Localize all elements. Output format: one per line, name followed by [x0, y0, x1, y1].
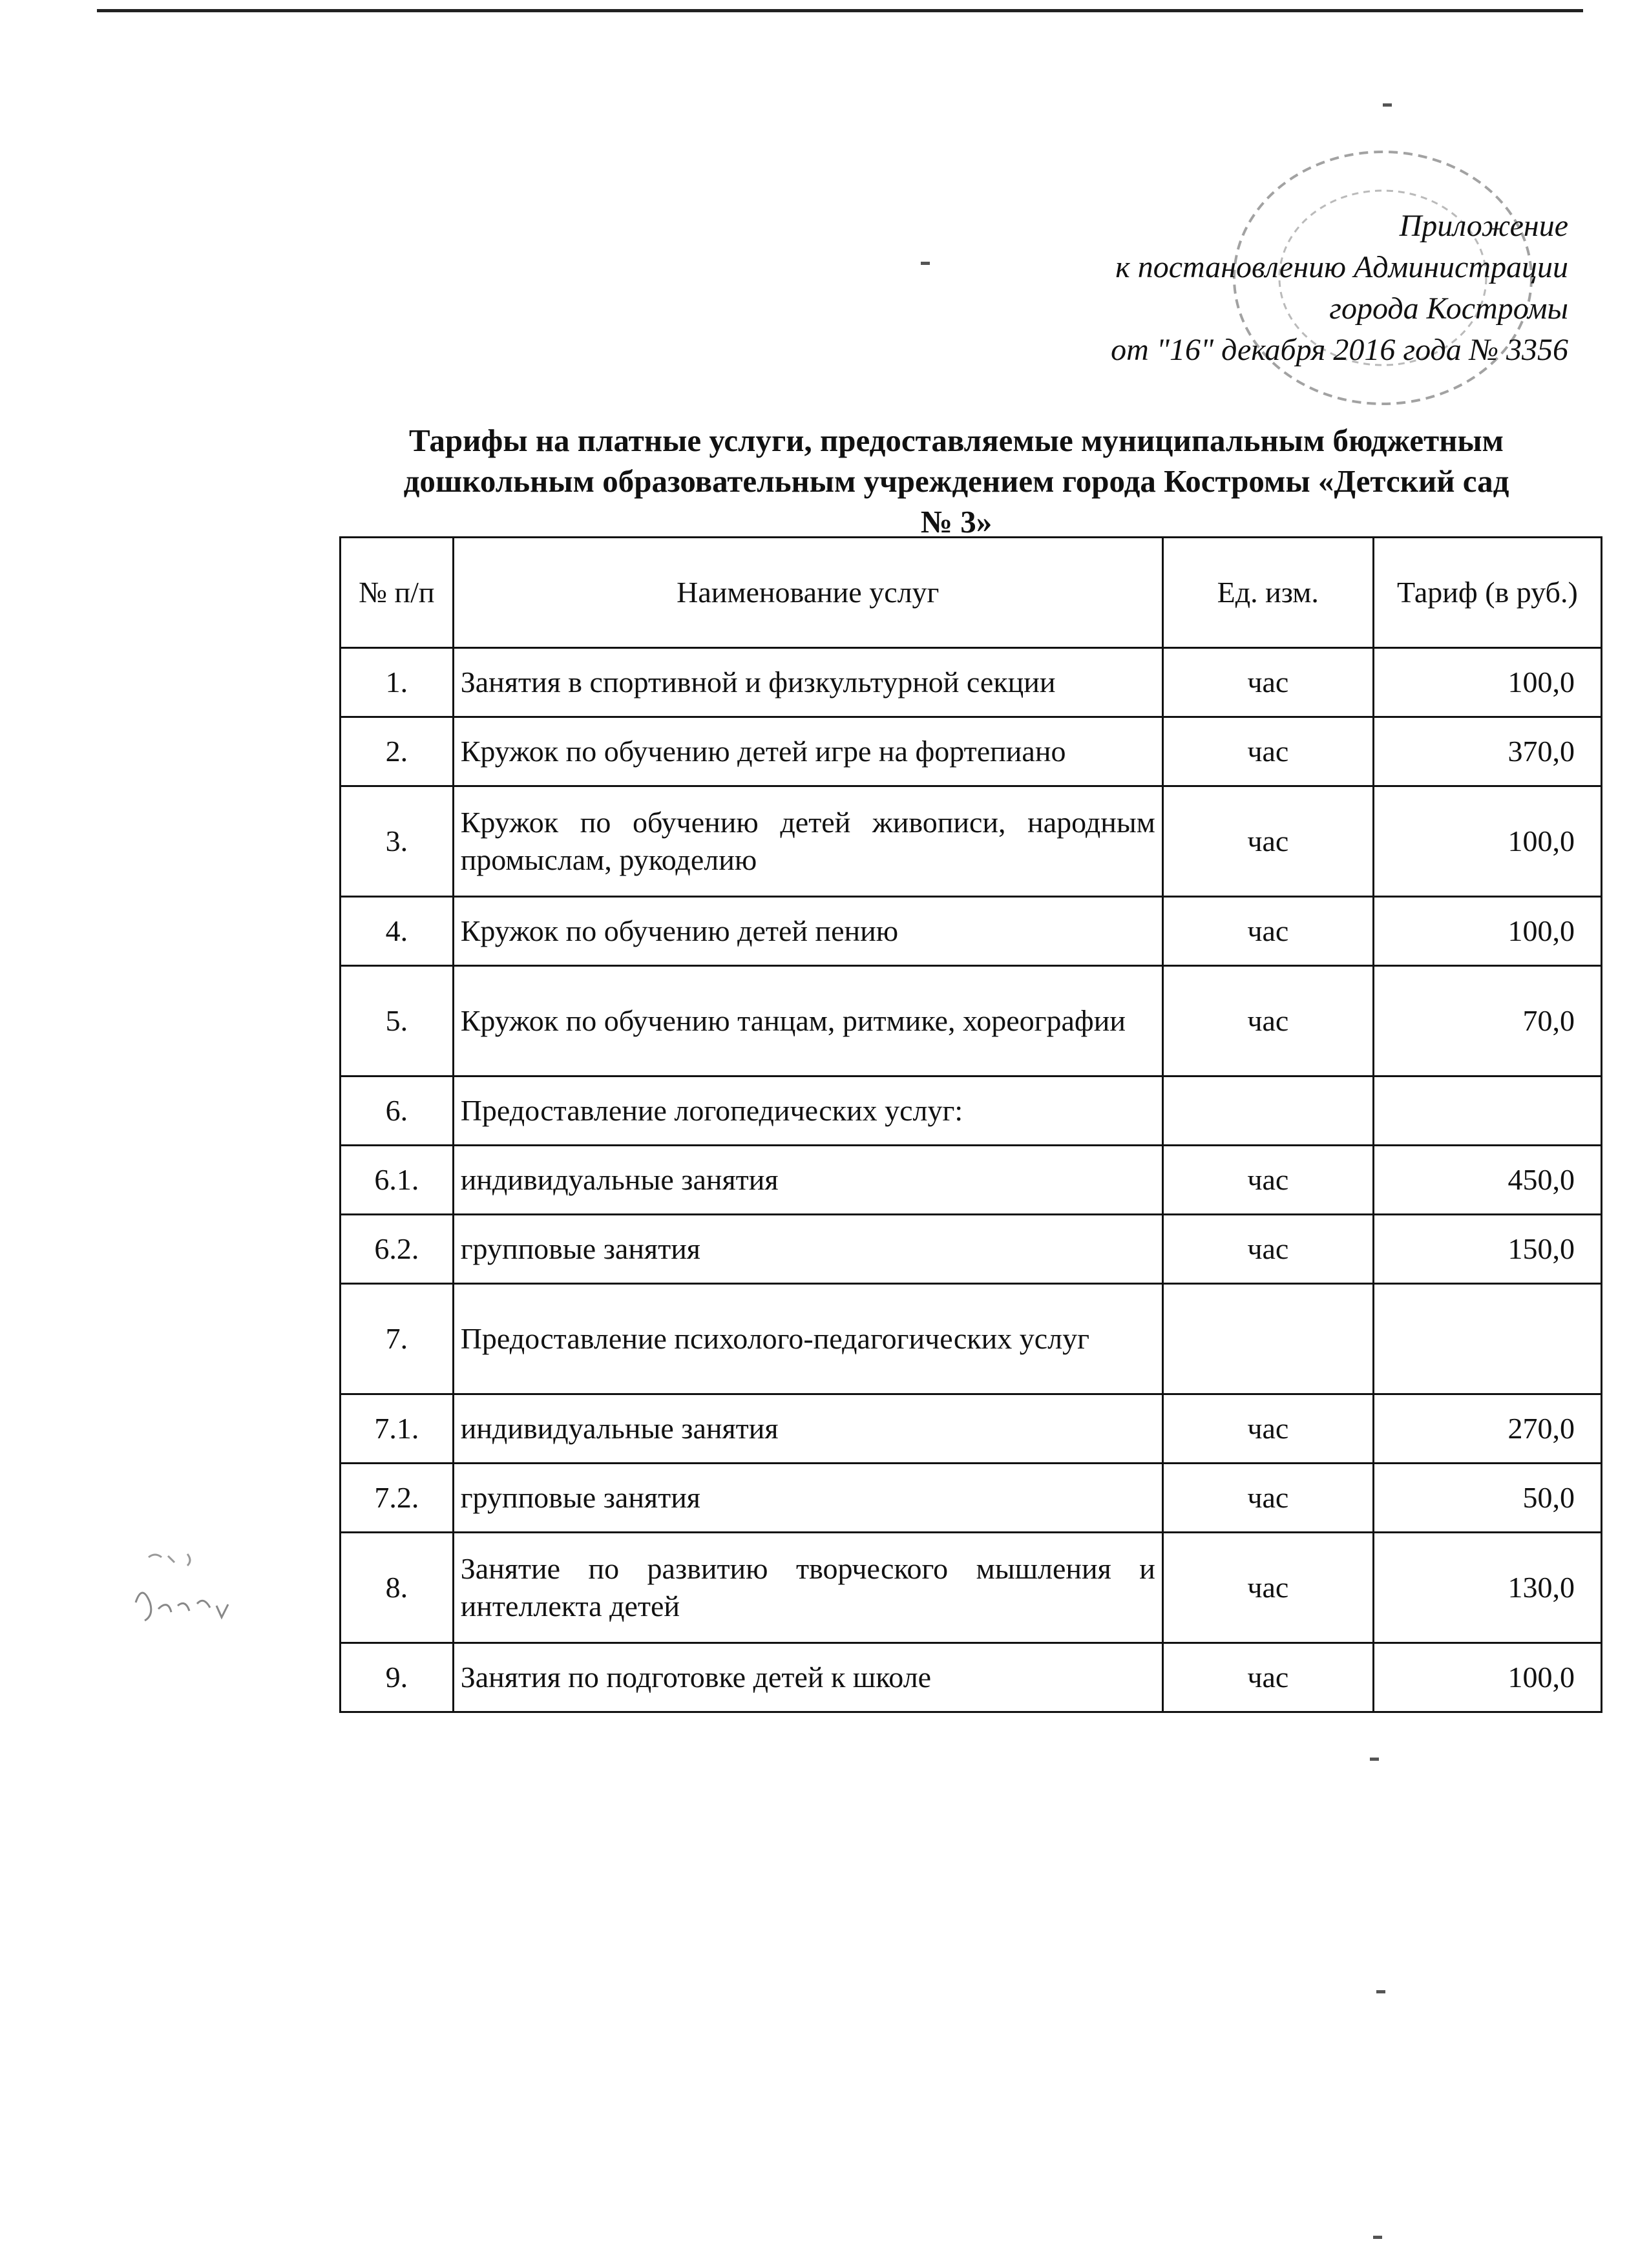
- row-price: 70,0: [1373, 966, 1601, 1076]
- row-unit: час: [1162, 1464, 1373, 1533]
- appendix-label: Приложение: [1399, 209, 1568, 243]
- row-unit: час: [1162, 966, 1373, 1076]
- header-unit: Ед. изм.: [1162, 538, 1373, 648]
- row-unit: час: [1162, 897, 1373, 966]
- header-price: Тариф (в руб.): [1373, 538, 1601, 648]
- table-row: [341, 717, 1602, 786]
- title-line-3: № 3»: [920, 504, 993, 540]
- row-num: 3.: [341, 786, 454, 897]
- row-price: 150,0: [1373, 1215, 1601, 1284]
- row-num: 5.: [341, 966, 454, 1076]
- title-line-1: Тарифы на платные услуги, предоставляемые муниципальным бюджетным: [408, 423, 1504, 458]
- row-num: 7.: [341, 1284, 454, 1394]
- table-row: [341, 786, 1602, 897]
- table-row: [341, 1464, 1602, 1533]
- table-row: [341, 897, 1602, 966]
- row-num: 7.2.: [341, 1464, 454, 1533]
- row-price: [1373, 1284, 1601, 1394]
- table-row: [341, 966, 1602, 1076]
- row-name: индивидуальные занятия: [453, 1394, 1162, 1464]
- row-name: Занятия в спортивной и физкультурной секции: [453, 648, 1162, 717]
- row-unit: час: [1162, 1215, 1373, 1284]
- row-name: Кружок по обучению танцам, ритмике, хореографии: [453, 966, 1162, 1076]
- row-num: 6.: [341, 1076, 454, 1146]
- table-row: [341, 1533, 1602, 1643]
- document-title: [323, 420, 1590, 542]
- table-row: [341, 1146, 1602, 1215]
- row-name: Занятие по развитию творческого мышления и интеллекта детей: [453, 1533, 1162, 1643]
- row-unit: час: [1162, 1394, 1373, 1464]
- row-unit: [1162, 1076, 1373, 1146]
- table-row: [341, 1284, 1602, 1394]
- table-row: [341, 1394, 1602, 1464]
- scan-speck: [1376, 1990, 1385, 1993]
- row-price: 450,0: [1373, 1146, 1601, 1215]
- resolution-reference: к постановлению Администрации: [1115, 250, 1568, 284]
- row-unit: час: [1162, 1533, 1373, 1643]
- row-unit: час: [1162, 717, 1373, 786]
- row-num: 2.: [341, 717, 454, 786]
- header-num: № п/п: [341, 538, 454, 648]
- row-unit: час: [1162, 1146, 1373, 1215]
- row-name: Предоставление психолого-педагогических услуг: [453, 1284, 1162, 1394]
- table-row: [341, 1643, 1602, 1712]
- row-num: 8.: [341, 1533, 454, 1643]
- row-num: 6.2.: [341, 1215, 454, 1284]
- row-price: 130,0: [1373, 1533, 1601, 1643]
- row-name: индивидуальные занятия: [453, 1146, 1162, 1215]
- handwritten-mark-icon: [129, 1544, 258, 1641]
- scan-speck: [1383, 103, 1392, 107]
- row-name: Кружок по обучению детей живописи, народным промыслам, рукоделию: [453, 786, 1162, 897]
- scan-speck: [921, 262, 930, 265]
- row-num: 9.: [341, 1643, 454, 1712]
- row-unit: час: [1162, 786, 1373, 897]
- row-name: Предоставление логопедических услуг:: [453, 1076, 1162, 1146]
- table-row: [341, 648, 1602, 717]
- row-num: 7.1.: [341, 1394, 454, 1464]
- row-unit: час: [1162, 1643, 1373, 1712]
- table-row: [341, 1076, 1602, 1146]
- row-price: 370,0: [1373, 717, 1601, 786]
- appendix-header: [857, 205, 1568, 371]
- row-name: Кружок по обучению детей пению: [453, 897, 1162, 966]
- city-name: города Костромы: [1329, 291, 1568, 326]
- scan-speck: [1370, 1758, 1379, 1761]
- row-unit: [1162, 1284, 1373, 1394]
- row-price: 100,0: [1373, 1643, 1601, 1712]
- row-num: 4.: [341, 897, 454, 966]
- table-row: [341, 1215, 1602, 1284]
- row-price: 270,0: [1373, 1394, 1601, 1464]
- row-name: Кружок по обучению детей игре на фортепиано: [453, 717, 1162, 786]
- row-name: групповые занятия: [453, 1215, 1162, 1284]
- title-line-2: дошкольным образовательным учреждением города Костромы «Детский сад: [403, 463, 1509, 499]
- header-name: Наименование услуг: [453, 538, 1162, 648]
- row-price: 100,0: [1373, 786, 1601, 897]
- scan-top-rule: [97, 9, 1583, 12]
- row-unit: час: [1162, 648, 1373, 717]
- row-price: 100,0: [1373, 648, 1601, 717]
- scan-speck: [1373, 2236, 1382, 2239]
- row-price: 100,0: [1373, 897, 1601, 966]
- row-price: 50,0: [1373, 1464, 1601, 1533]
- table-header-row: [341, 538, 1602, 648]
- row-name: групповые занятия: [453, 1464, 1162, 1533]
- row-name: Занятия по подготовке детей к школе: [453, 1643, 1162, 1712]
- tariffs-table: [339, 536, 1602, 1713]
- row-price: [1373, 1076, 1601, 1146]
- row-num: 1.: [341, 648, 454, 717]
- resolution-date-number: от "16" декабря 2016 года № 3356: [1111, 333, 1568, 367]
- row-num: 6.1.: [341, 1146, 454, 1215]
